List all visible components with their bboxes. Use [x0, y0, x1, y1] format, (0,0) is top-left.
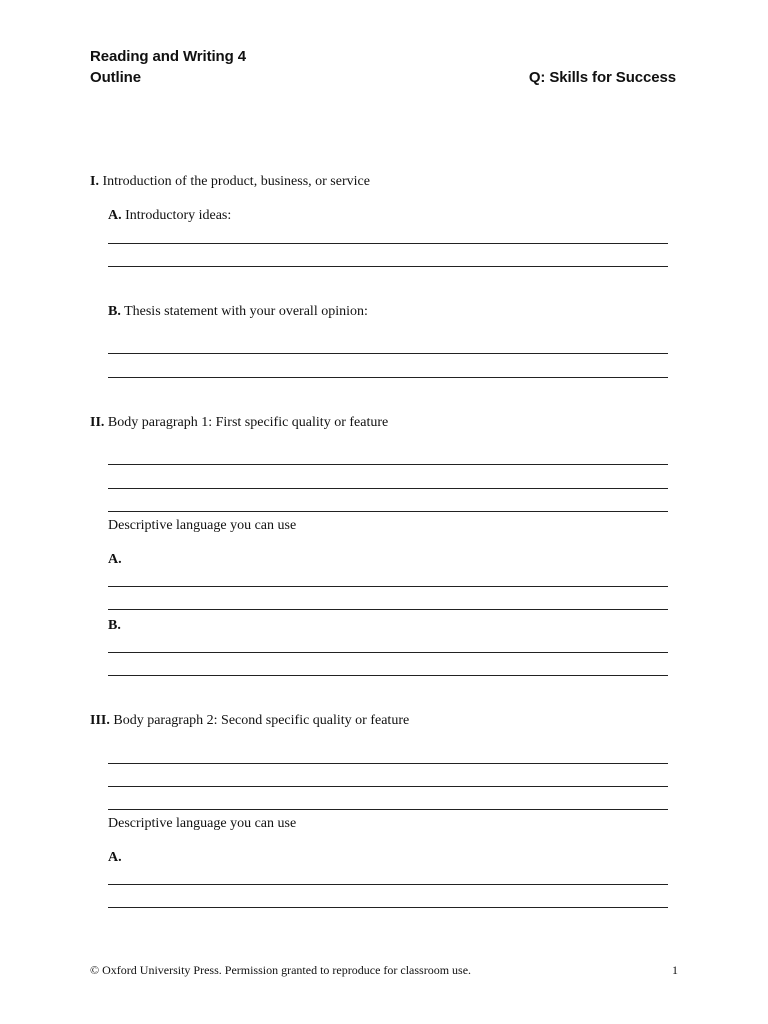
section-3-numeral: III. [90, 713, 110, 728]
section-1a-text: Introductory ideas: [121, 208, 232, 223]
section-1b-label [108, 304, 368, 320]
section-1-text: Introduction of the product, business, or service [98, 174, 370, 189]
section-3a-letter: A. [108, 850, 122, 865]
document-title: Reading and Writing 4 [90, 48, 246, 65]
brand-label: Q: Skills for Success [528, 69, 676, 86]
section-3-descriptive-label: Descriptive language you can use [108, 816, 297, 831]
section-2-numeral: II. [90, 415, 105, 430]
answer-line [108, 809, 668, 810]
answer-line [108, 464, 668, 465]
answer-line [108, 675, 668, 676]
document-subtitle: Outline [90, 69, 141, 86]
section-3-text: Body paragraph 2: Second specific quality or feature [109, 713, 410, 728]
section-1b-text: Thesis statement with your overall opinion: [120, 304, 368, 319]
section-2b-letter: B. [108, 618, 121, 633]
section-1b-letter: B. [108, 304, 121, 319]
section-2b-label [108, 618, 121, 634]
answer-line [108, 377, 668, 378]
section-1a-label [108, 208, 231, 224]
answer-line [108, 511, 668, 512]
answer-line [108, 353, 668, 354]
answer-line [108, 884, 668, 885]
section-1-numeral: I. [90, 174, 99, 189]
section-3-heading [90, 713, 409, 729]
answer-line [108, 763, 668, 764]
section-1a-letter: A. [108, 208, 122, 223]
section-2-descriptive-label: Descriptive language you can use [108, 518, 297, 533]
answer-line [108, 243, 668, 244]
section-1-heading [90, 174, 370, 190]
answer-line [108, 652, 668, 653]
footer-copyright: © Oxford University Press. Permission granted to reproduce for classroom use. [90, 963, 472, 977]
answer-line [108, 488, 668, 489]
section-2-text: Body paragraph 1: First specific quality or feature [104, 415, 389, 430]
section-3a-label [108, 850, 122, 866]
answer-line [108, 266, 668, 267]
answer-line [108, 609, 668, 610]
section-2-heading [90, 415, 388, 431]
answer-line [108, 586, 668, 587]
answer-line [108, 786, 668, 787]
section-2a-label [108, 552, 122, 568]
page-number: 1 [672, 963, 678, 977]
answer-line [108, 907, 668, 908]
section-2a-letter: A. [108, 552, 122, 567]
